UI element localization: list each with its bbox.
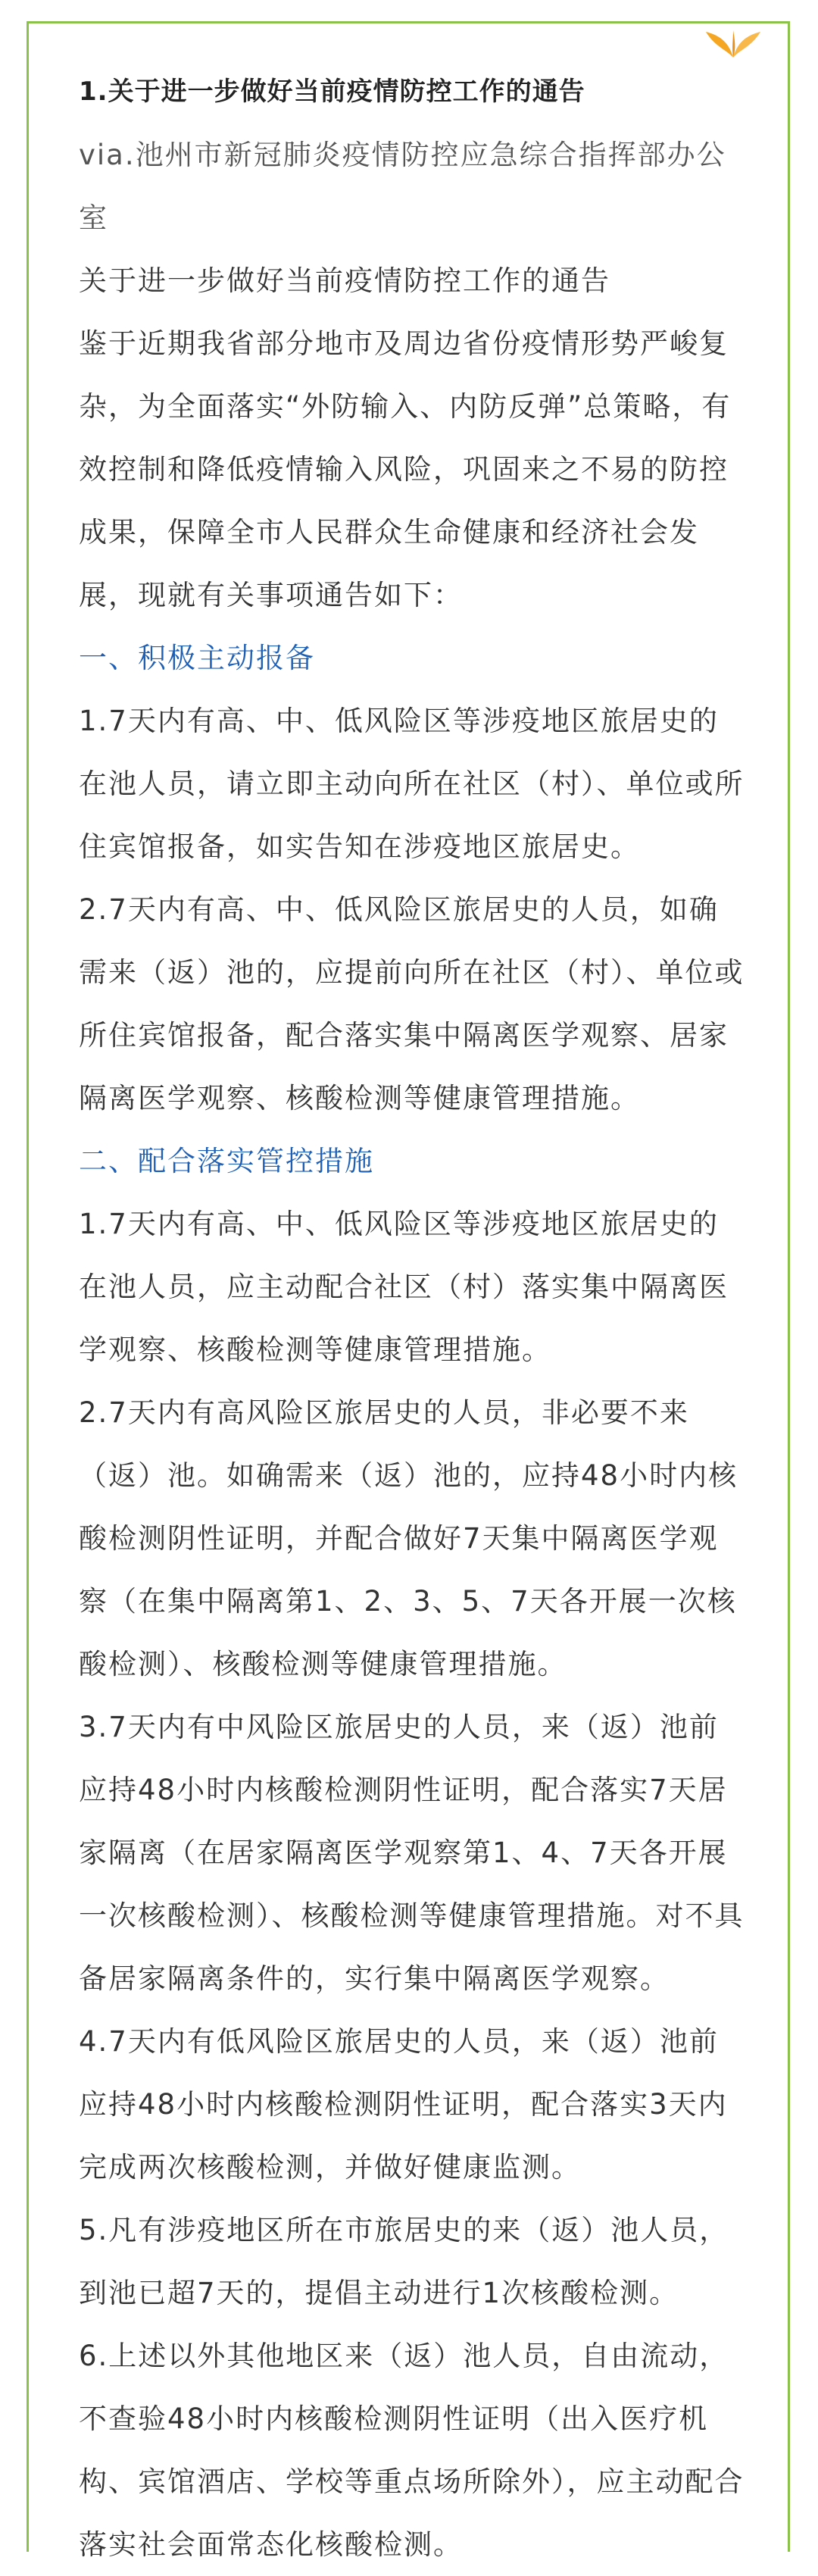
section-item: 1.7天内有高、中、低风险区等涉疫地区旅居史的在池人员，应主动配合社区（村）落实集中隔离医学观察、核酸检测等健康管理措施。 (79, 1208, 729, 1366)
section-heading: 一、积极主动报备 (79, 642, 315, 674)
article-subtitle: 关于进一步做好当前疫情防控工作的通告 (79, 264, 610, 297)
orange-leaf-icon (704, 27, 762, 61)
section-item: 4.7天内有低风险区旅居史的人员，来（返）池前应持48小时内核酸检测阴性证明，配合落实3天内完成两次核酸检测，并做好健康监测。 (79, 2025, 728, 2184)
section-item: 6.上述以外其他地区来（返）池人员，自由流动，不查验48小时内核酸检测阴性证明（出入医疗机构、宾馆酒店、学校等重点场所除外），应主动配合落实社会面常态化核酸检测。 (79, 2340, 745, 2561)
article-title: 1.关于进一步做好当前疫情防控工作的通告 (79, 77, 585, 107)
article-source: via.池州市新冠肺炎疫情防控应急综合指挥部办公室 (79, 139, 726, 234)
section-item: 2.7天内有高风险区旅居史的人员，非必要不来（返）池。如确需来（返）池的，应持48小时内核酸检测阴性证明，并配合做好7天集中隔离医学观察（在集中隔离第1、2、3、5、7天各开展一次核酸检测）、核酸检测等健康管理措施。 (79, 1396, 738, 1680)
article-intro: 鉴于近期我省部分地市及周边省份疫情形势严峻复杂，为全面落实“外防输入、内防反弹”总策略，有效控制和降低疫情输入风险，巩固来之不易的防控成果，保障全市人民群众生命健康和经济社会发展，现就有关事项通告如下： (79, 327, 732, 611)
section-item: 5.凡有涉疫地区所在市旅居史的来（返）池人员，到池已超7天的，提倡主动进行1次核酸检测。 (79, 2214, 729, 2309)
article-body (79, 61, 745, 2576)
section-item: 1.7天内有高、中、低风险区等涉疫地区旅居史的在池人员，请立即主动向所在社区（村）、单位或所住宾馆报备，如实告知在涉疫地区旅居史。 (79, 705, 745, 863)
section-heading: 二、配合落实管控措施 (79, 1145, 374, 1177)
section-item: 2.7天内有高、中、低风险区旅居史的人员，如确需来（返）池的，应提前向所在社区（村）、单位或所住宾馆报备，配合落实集中隔离医学观察、居家隔离医学观察、核酸检测等健康管理措施。 (79, 893, 745, 1114)
section-item: 3.7天内有中风险区旅居史的人员，来（返）池前应持48小时内核酸检测阴性证明，配合落实7天居家隔离（在居家隔离医学观察第1、4、7天各开展一次核酸检测）、核酸检测等健康管理措施。对不具备居家隔离条件的，实行集中隔离医学观察。 (79, 1711, 745, 1995)
